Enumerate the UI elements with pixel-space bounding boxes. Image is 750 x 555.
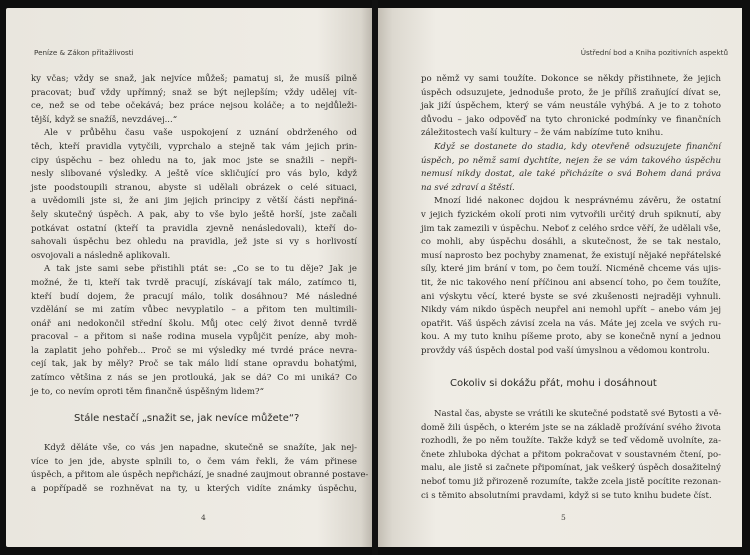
text-line: vzdělání se mi zatím vůbec nevyplatilo – a přitom ten multimili- [31,305,357,316]
text-line: těch, kteří pravidla vytyčili, vyprchalo a stejně tak vám jejich prin- [31,141,357,152]
left-section-heading: Stále nestačí „snažit se, jak nevíce můžete“? [74,413,300,424]
text-line: ky včas; vždy se snaž, jak nejvíce můžeš; pamatuj si, že musíš pilně [31,74,357,84]
text-line: Nikdy vám nikdo úspěch neupřel ani nemohl upřít – anebo vám jej [421,305,721,316]
text-line: tit, že nic takového není příčinou ani absencí toho, po čem toužíte, [421,277,721,288]
text-line: potkávat ostatní (kteří ta pravidla zjevně nenásledovali), kteří do- [31,223,357,234]
text-line: kteří budí dojem, že pracují málo, tolik dosáhnou? Mé následné [31,291,357,302]
text-line: Když se dostanete do stadia, kdy otevřeně odsuzujete finanční [434,141,721,152]
right-section-heading: Cokoliv si dokážu přát, mohu i dosáhnout [450,378,657,389]
text-line: Když děláte vše, co vás jen napadne, skutečně se snažíte, jak nej- [44,443,357,453]
text-line: opatřit. Váš úspěch závisí zcela na vás. Máte jej zcela ve svých ru- [421,318,721,329]
text-line: úspěch, po němž sami dychtíte, nejen že se vám takového úspěchu [421,155,721,166]
text-line: tější, když se snažíš, nevzdávej...“ [31,114,178,125]
text-line: pracoval – a přitom si naše rodina musela vypůjčit peníze, aby moh- [31,332,357,343]
text-line: osvojovali a následně aplikovali. [31,250,171,261]
text-line: provždy váš úspěch dostal pod vaší úmyslnou a vědomou kontrolu. [421,345,710,356]
right-text-block-2 [421,408,721,503]
text-line: neboť tomu již přirozeně rozumíte, takže zcela jistě pocítite rezonan- [421,476,721,487]
text-line: a popřípadě se rozhněvat na ty, u kterých vidíte známky úspěchu, [31,483,357,494]
text-line: cipy úspěchu – bez ohledu na to, jak moc jste se snažili – nepři- [31,155,357,166]
text-line: rozhodli, že po něm toužíte. Takže když se teď vědomě uvolníte, za- [421,436,721,447]
text-line: úspěch, a přitom ale úspěch nepřichází, je snadné zaujmout obranné postave- [31,470,369,481]
text-line: co mohli, aby úspěchu dosáhli, a skutečnost, že se tak nestalo, [421,237,721,248]
text-line: domě žili úspěch, o kterém jste se na základě prožívání svého života [421,422,721,433]
text-line: la zaplatit jeho pohřeb... Proč se mi výsledky mé tvrdé práce nevra- [31,345,357,356]
text-line: čnete zhluboka dýchat a přitom pokračovat v soustavném čtení, po- [421,449,721,460]
left-text-block-2 [31,442,369,496]
text-line: jim tak zamezili v úspěchu. Neboť z celého srdce věří, že udělali vše, [421,223,721,234]
text-line: důvodu – jako odpověď na tyto chronické podmínky ve finančních [421,114,721,125]
left-text-block-1 [31,73,357,399]
text-line: sahovali úspěchu bez ohledu na pravidla, jež jste si vy s horlivostí [31,237,357,248]
right-text-block-1 [421,73,721,358]
left-page [6,8,372,547]
text-line: záležitostech vaší kultury – že vám nabízíme tuto knihu. [421,128,664,139]
text-line: Mnozí lidé nakonec dojdou k nesprávnému závěru, že ostatní [434,196,721,207]
text-line: je to, co nevím oproti těm finančně úspěšným lidem?“ [31,386,264,397]
text-line: zatímco většina z nás se jen protlouká, jak se dá? Co mi uniká? Co [31,373,357,384]
text-line: v jejich fyzickém okolí proti nim vytvořili určitý druh spiknutí, aby [421,209,721,220]
running-head-left: Peníze & Zákon přitažlivosti [34,48,134,57]
text-line: jak jiží úspěchem, který se vám neustále vyhýbá. A je to z tohoto [421,101,721,112]
text-line: Ale v průběhu času vaše uspokojení z uznání obdrženého od [44,128,357,139]
text-line: kou. A my tuto knihu píšeme proto, aby se konečně nyní a jednou [421,332,721,343]
text-line: šely skutečný úspěch. A pak, aby to vše bylo ještě horší, jste začali [31,209,357,220]
text-line: nemusí nikdy dostat, ale také přicházíte o svá Bohem daná práva [421,169,721,180]
text-line: možné, že ti, kteří tak tvrdě pracují, získávají tak málo, zatímco ti, [31,277,357,288]
text-line: ci s těmito absolutními pravdami, když si se tuto knihu budete číst. [421,490,712,501]
text-line: po němž vy sami toužíte. Dokonce se někdy přistihnete, že jejich [421,74,721,84]
text-line: onář ani nedokončil střední školu. Můj otec celý život denně tvrdě [31,318,357,329]
text-line: na své zdraví a štěstí. [421,182,515,193]
right-page [378,8,742,547]
text-line: a uvědomili jste si, že ani jim jejich principy z větší části nepřiná- [31,196,357,207]
text-line: A tak jste sami sebe přistihli ptát se: „Co se to tu děje? Jak je [44,264,357,275]
text-line: jste poodstoupili stranou, abyste si udělali obrázek o celé situaci, [31,182,357,193]
text-line: síly, které jim brání v tom, po čem touží. Nicméně chceme vás ujis- [421,264,721,275]
text-line: musí naprosto bez pochyby znamenat, že existují nějaké nepřátelské [421,250,721,261]
text-line: nesly slibované výsledky. A ještě více skličující pro vás bylo, když [31,169,357,180]
text-line: více to jen jde, abyste splnili to, o čem vám řekli, že vám přinese [31,456,357,467]
text-line: pracovat; buď vždy upřímný; snaž se být nejlepším; vždy udělej vít- [31,87,357,98]
text-line: cejí tak, jak by měly? Proč se tak málo lidí stane opravdu bohatými, [31,359,357,370]
text-line: úspěch odsuzujete, jednoduše proto, že je příliš zraňující dívat se, [421,87,721,98]
page-number-right: 5 [561,513,566,522]
text-line: Nastal čas, abyste se vrátili ke skutečné podstatě své Bytosti a vě- [434,409,722,419]
text-line: malu, ale jistě si začnete připomínat, jak veškerý úspěch dosažitelný [421,463,721,474]
running-head-right: Ústřední bod a Kniha pozitivních aspektů [580,48,728,57]
page-number-left: 4 [201,513,206,522]
text-line: ani výskytu věcí, které byste se své zkušenosti nejraději vyhnuli. [421,291,721,302]
text-line: ce, než se od tebe očekává; bez práce nejsou koláče; a to nejdůleži- [31,101,357,112]
